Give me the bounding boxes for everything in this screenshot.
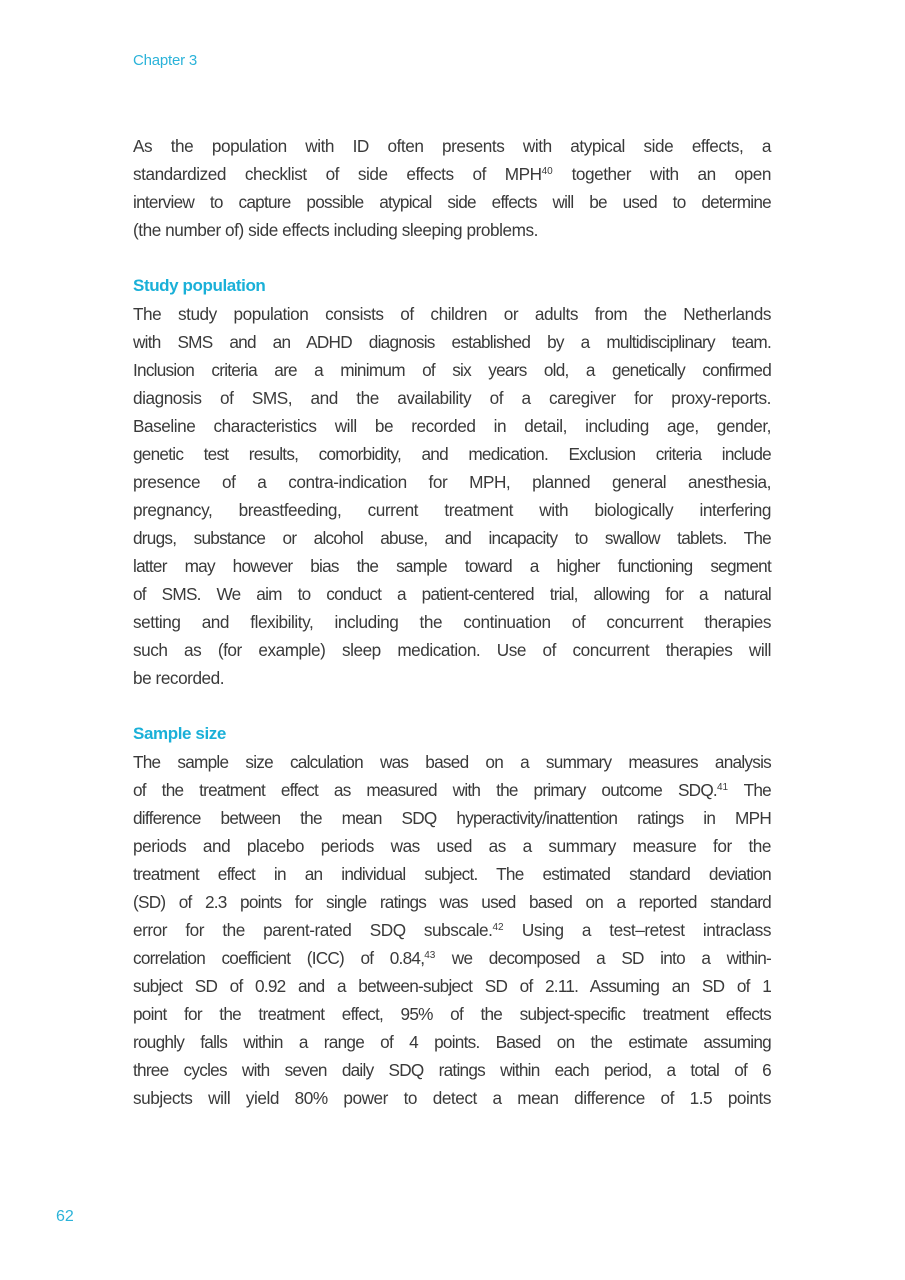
text-line: be recorded. (133, 668, 225, 688)
text-line: of SMS. We aim to conduct a patient-centered trial, allowing for a natural (133, 584, 771, 604)
text-line: such as (for example) sleep medication. Use of concurrent therapies will (133, 640, 771, 660)
text-run: The (728, 780, 771, 800)
text-line: (SD) of 2.3 points for single ratings was used based on a reported standard (133, 892, 771, 912)
page-body (133, 132, 771, 1112)
page-number: 62 (56, 1208, 74, 1225)
text-line: difference between the mean SDQ hyperactivity/inattention ratings in MPH (133, 808, 771, 828)
section-study-population (133, 272, 771, 692)
text-line: (the number of) side effects including sleeping problems. (133, 220, 538, 240)
text-line: As the population with ID often presents with atypical side effects, a (133, 136, 771, 156)
text-run: together with an open (552, 164, 772, 184)
text-line (133, 916, 771, 944)
text-line (133, 776, 771, 804)
text-line: three cycles with seven daily SDQ ratings within each period, a total of 6 (133, 1060, 771, 1080)
running-head-chapter: Chapter 3 (133, 52, 198, 69)
text-line: presence of a contra-indication for MPH, planned general anesthesia, (133, 472, 771, 492)
text-run: error for the parent-rated SDQ subscale. (133, 920, 493, 940)
citation-superscript: 41 (716, 782, 729, 793)
text-line (133, 160, 771, 188)
text-line: treatment effect in an individual subject. The estimated standard deviation (133, 864, 771, 884)
text-line: pregnancy, breastfeeding, current treatment with biologically interfering (133, 500, 771, 520)
text-run: we decomposed a SD into a within- (435, 948, 771, 968)
text-line: diagnosis of SMS, and the availability of a caregiver for proxy-reports. (133, 388, 771, 408)
text-line: roughly falls within a range of 4 points. Based on the estimate assuming (133, 1032, 771, 1052)
text-line: Inclusion criteria are a minimum of six years old, a genetically confirmed (133, 360, 771, 380)
section-sample-size (133, 720, 771, 1112)
text-line: The study population consists of children or adults from the Netherlands (133, 304, 771, 324)
text-line: setting and flexibility, including the continuation of concurrent therapies (133, 612, 771, 632)
text-line: point for the treatment effect, 95% of the subject-specific treatment effects (133, 1004, 771, 1024)
text-run: of the treatment effect as measured with the primary outcome SDQ. (133, 780, 717, 800)
text-run: Using a test–retest intraclass (503, 920, 771, 940)
section-heading: Sample size (133, 724, 226, 743)
text-line: genetic test results, comorbidity, and medication. Exclusion criteria include (133, 444, 771, 464)
citation-superscript: 40 (541, 166, 553, 177)
text-line: latter may however bias the sample toward a higher functioning segment (133, 556, 771, 576)
text-line: interview to capture possible atypical side effects will be used to determine (133, 192, 771, 212)
intro-paragraph (133, 132, 771, 244)
text-line: subjects will yield 80% power to detect a mean difference of 1.5 points (133, 1088, 771, 1108)
citation-superscript: 43 (424, 950, 436, 961)
text-line: subject SD of 0.92 and a between-subject SD of 2.11. Assuming an SD of 1 (133, 976, 771, 996)
text-line: drugs, substance or alcohol abuse, and incapacity to swallow tablets. The (133, 528, 771, 548)
text-line: The sample size calculation was based on a summary measures analysis (133, 752, 771, 772)
citation-superscript: 42 (492, 922, 504, 933)
section-heading: Study population (133, 276, 266, 295)
text-line: periods and placebo periods was used as a summary measure for the (133, 836, 771, 856)
text-line: Baseline characteristics will be recorded in detail, including age, gender, (133, 416, 771, 436)
text-run: standardized checklist of side effects of MPH (133, 164, 542, 184)
text-run: correlation coefficient (ICC) of 0.84, (133, 948, 425, 968)
text-line (133, 944, 771, 972)
text-line: with SMS and an ADHD diagnosis established by a multidisciplinary team. (133, 332, 771, 352)
